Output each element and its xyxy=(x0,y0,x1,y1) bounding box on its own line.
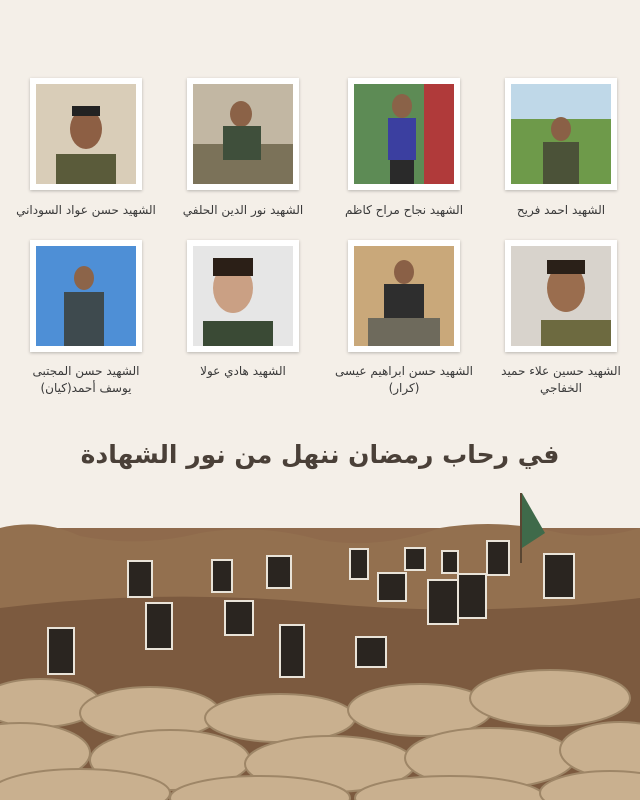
photo-card-najah-mirah xyxy=(348,78,460,190)
photo-card-hadi-oula xyxy=(187,240,299,352)
martyr-name-line2: الخفاجي xyxy=(540,381,582,395)
headline-title: في رحاب رمضان ننهل من نور الشهادة xyxy=(80,440,560,469)
photo-card-ahmed-furaih xyxy=(505,78,617,190)
martyr-name-line2: يوسف أحمد(كيان) xyxy=(40,381,132,395)
martyr-photo-icon xyxy=(193,84,293,184)
martyr-photo-icon xyxy=(36,84,136,184)
martyr-name: الشهيد حسن عواد السوداني xyxy=(16,203,156,217)
martyr-photo-icon xyxy=(354,84,454,184)
trench-scene xyxy=(0,488,640,800)
martyr-name: الشهيد هادي عولا xyxy=(200,364,286,378)
martyr-photo-icon xyxy=(354,246,454,346)
martyr-name: الشهيد حسن المجتبى xyxy=(32,364,140,378)
photo-card-hassan-awad xyxy=(30,78,142,190)
martyr-name: الشهيد نور الدين الحلفي xyxy=(182,203,304,217)
martyr-photo-icon xyxy=(511,246,611,346)
martyr-name: الشهيد نجاح مراح كاظم xyxy=(344,203,464,217)
martyr-name: الشهيد حسن ابراهيم عيسى xyxy=(335,364,473,378)
martyr-photo-icon xyxy=(36,246,136,346)
martyr-name: الشهيد احمد فريح xyxy=(516,203,606,217)
photo-card-nour-aldeen xyxy=(187,78,299,190)
photo-card-hussein-alaa xyxy=(505,240,617,352)
photo-card-hassan-ibrahim xyxy=(348,240,460,352)
martyr-name-line2: (كرار) xyxy=(388,381,420,395)
martyr-name: الشهيد حسين علاء حميد xyxy=(501,364,621,378)
flag-pole xyxy=(520,493,522,563)
photo-card-hassan-mujtaba xyxy=(30,240,142,352)
martyr-photo-icon xyxy=(193,246,293,346)
martyr-photo-icon xyxy=(511,84,611,184)
